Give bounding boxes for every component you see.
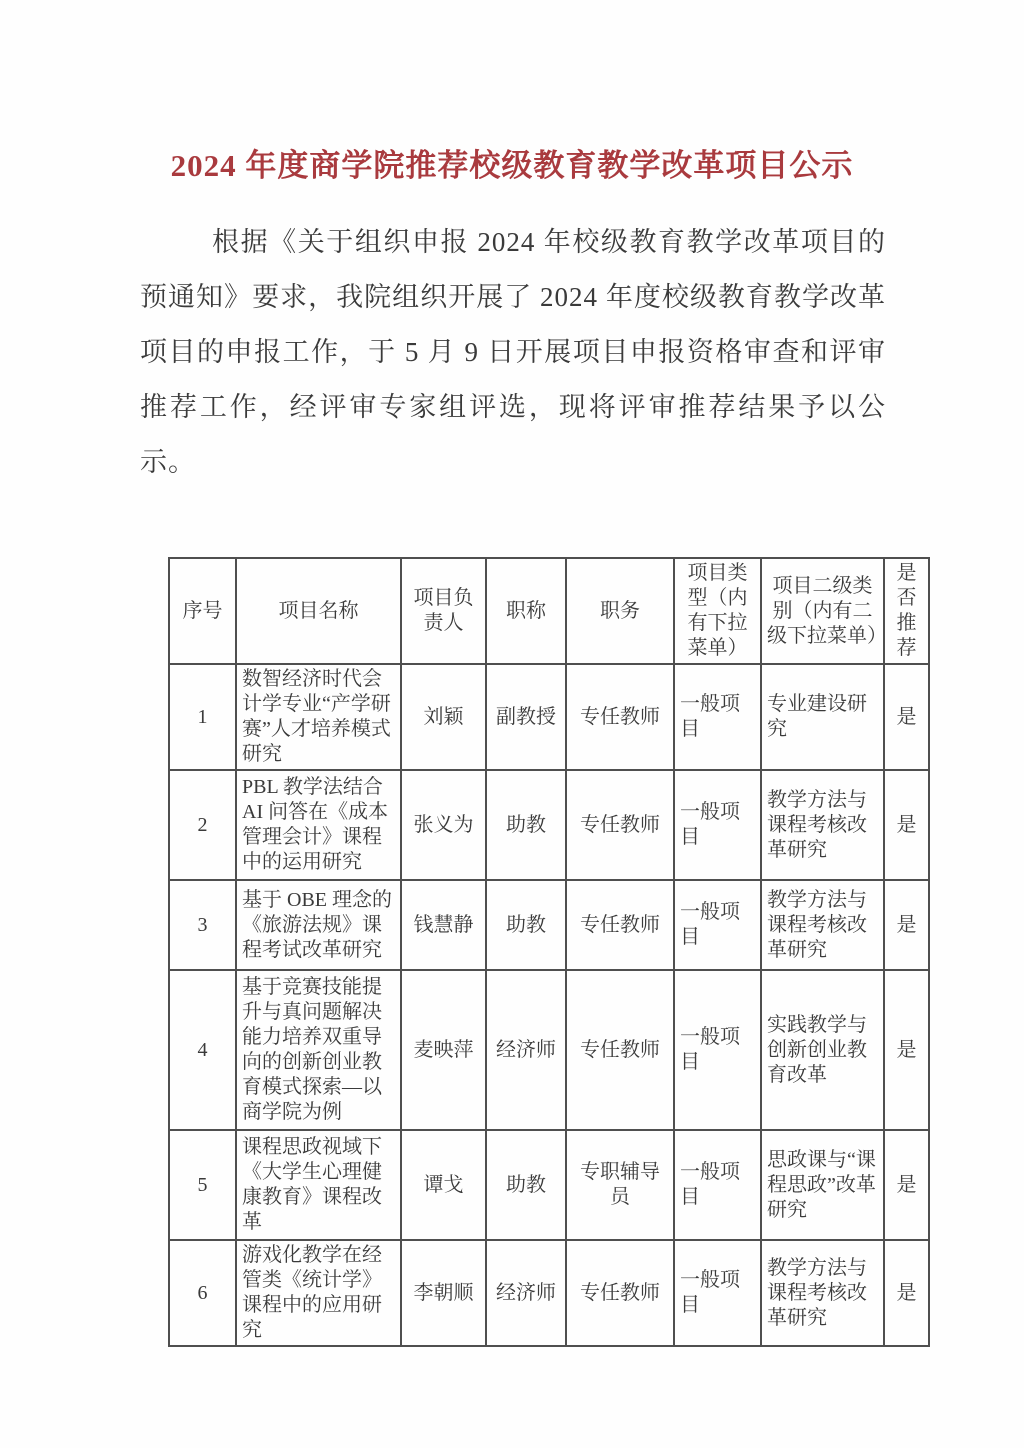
table-row xyxy=(169,1130,929,1240)
col-header-position: 职务 xyxy=(566,558,674,664)
table-row xyxy=(169,770,929,880)
cell-category: 实践教学与创新创业教育改革 xyxy=(761,970,884,1130)
cell-project-name: 数智经济时代会计学专业“产学研赛”人才培养模式研究 xyxy=(236,664,401,770)
table-row xyxy=(169,970,929,1130)
cell-title: 经济师 xyxy=(486,970,566,1130)
cell-type: 一般项目 xyxy=(674,970,761,1130)
cell-position: 专任教师 xyxy=(566,970,674,1130)
cell-project-name: 课程思政视域下《大学生心理健康教育》课程改革 xyxy=(236,1130,401,1240)
intro-paragraph: 根据《关于组织申报 2024 年校级教育教学改革项目的预通知》要求，我院组织开展了 2024 年度校级教育教学改革项目的申报工作，于 5 月 9 日开展项目申报资格审查和评审推荐工作，经评审专家组评选，现将评审推荐结果予以公示。 xyxy=(140,227,886,477)
cell-category: 教学方法与课程考核改革研究 xyxy=(761,880,884,970)
cell-leader: 麦映萍 xyxy=(401,970,486,1130)
cell-title: 经济师 xyxy=(486,1240,566,1346)
page-title: 2024 年度商学院推荐校级教育教学改革项目公示 xyxy=(170,148,854,183)
cell-project-name: 基于竞赛技能提升与真问题解决能力培养双重导向的创新创业教育模式探索—以商学院为例 xyxy=(236,970,401,1130)
cell-recommended: 是 xyxy=(884,770,929,880)
cell-leader: 谭戈 xyxy=(401,1130,486,1240)
col-header-no: 序号 xyxy=(169,558,236,664)
cell-type: 一般项目 xyxy=(674,770,761,880)
cell-category: 专业建设研究 xyxy=(761,664,884,770)
cell-project-name: PBL 教学法结合 AI 问答在《成本管理会计》课程中的运用研究 xyxy=(236,770,401,880)
cell-title: 助教 xyxy=(486,1130,566,1240)
col-header-category: 项目二级类别（内有二级下拉菜单） xyxy=(761,558,884,664)
cell-type: 一般项目 xyxy=(674,880,761,970)
cell-position: 专职辅导员 xyxy=(566,1130,674,1240)
cell-project-name: 基于 OBE 理念的《旅游法规》课程考试改革研究 xyxy=(236,880,401,970)
cell-no: 4 xyxy=(169,970,236,1130)
cell-leader: 刘颖 xyxy=(401,664,486,770)
cell-title: 助教 xyxy=(486,880,566,970)
cell-title: 助教 xyxy=(486,770,566,880)
cell-no: 1 xyxy=(169,664,236,770)
cell-type: 一般项目 xyxy=(674,1240,761,1346)
cell-recommended: 是 xyxy=(884,1130,929,1240)
table-row xyxy=(169,1240,929,1346)
cell-leader: 李朝顺 xyxy=(401,1240,486,1346)
table-header-row xyxy=(169,558,929,664)
col-header-title: 职称 xyxy=(486,558,566,664)
col-header-recommended: 是否推荐 xyxy=(884,558,929,664)
col-header-name: 项目名称 xyxy=(236,558,401,664)
table-row xyxy=(169,664,929,770)
cell-no: 5 xyxy=(169,1130,236,1240)
cell-no: 6 xyxy=(169,1240,236,1346)
cell-category: 教学方法与课程考核改革研究 xyxy=(761,770,884,880)
cell-position: 专任教师 xyxy=(566,1240,674,1346)
cell-recommended: 是 xyxy=(884,664,929,770)
cell-type: 一般项目 xyxy=(674,1130,761,1240)
cell-category: 思政课与“课程思政”改革研究 xyxy=(761,1130,884,1240)
cell-project-name: 游戏化教学在经管类《统计学》课程中的应用研究 xyxy=(236,1240,401,1346)
cell-title: 副教授 xyxy=(486,664,566,770)
cell-category: 教学方法与课程考核改革研究 xyxy=(761,1240,884,1346)
cell-position: 专任教师 xyxy=(566,880,674,970)
cell-no: 2 xyxy=(169,770,236,880)
cell-type: 一般项目 xyxy=(674,664,761,770)
cell-leader: 钱慧静 xyxy=(401,880,486,970)
cell-no: 3 xyxy=(169,880,236,970)
cell-recommended: 是 xyxy=(884,1240,929,1346)
col-header-leader: 项目负责人 xyxy=(401,558,486,664)
cell-position: 专任教师 xyxy=(566,664,674,770)
table-row xyxy=(169,880,929,970)
col-header-type: 项目类型（内有下拉菜单） xyxy=(674,558,761,664)
cell-leader: 张义为 xyxy=(401,770,486,880)
cell-recommended: 是 xyxy=(884,880,929,970)
project-table xyxy=(168,557,930,1347)
cell-position: 专任教师 xyxy=(566,770,674,880)
cell-recommended: 是 xyxy=(884,970,929,1130)
